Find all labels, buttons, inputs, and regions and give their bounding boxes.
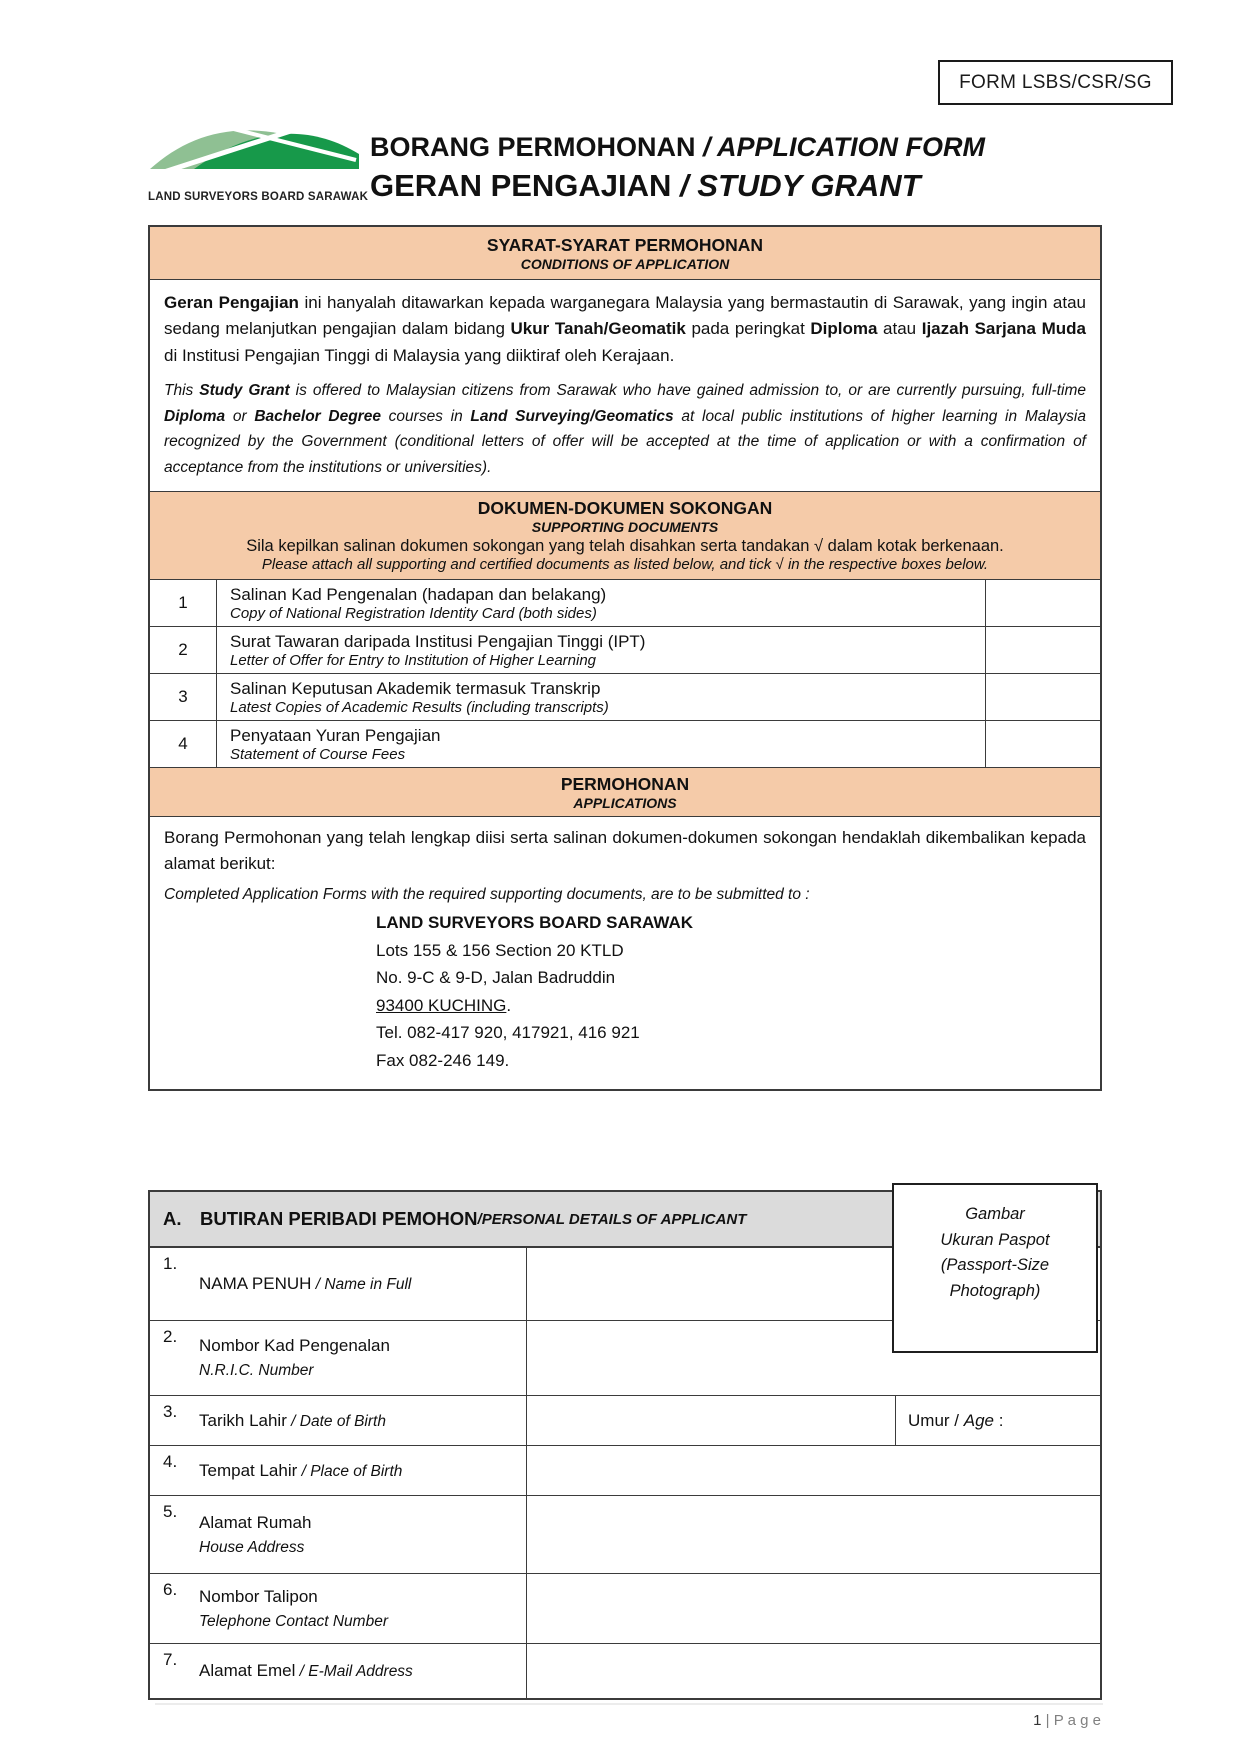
document-row-description: Salinan Kad Pengenalan (hadapan dan belakang) Copy of National Registration Identity Card (both sides) [217,580,986,626]
field-row-house-address [150,1495,1100,1573]
input-age[interactable] [895,1396,1100,1445]
personal-details-header: A. BUTIRAN PERIBADI PEMOHON / PERSONAL DETAILS OF APPLICANT [150,1192,1100,1247]
address-telephone: Tel. 082-417 920, 417921, 416 921 [376,1023,640,1043]
page-title: BORANG PERMOHONAN / APPLICATION FORM GERAN PENGAJIAN / STUDY GRANT [370,132,986,203]
checkbox-cell-4[interactable] [986,721,1100,767]
checkbox-cell-1[interactable] [986,580,1100,626]
address-line: No. 9-C & 9-D, Jalan Badruddin [376,968,616,988]
field-label: 7. Alamat Emel / E-Mail Address [150,1644,527,1698]
documents-heading-malay: DOKUMEN-DOKUMEN SOKONGAN [477,497,773,518]
document-row-number: 2 [150,627,217,673]
title-line2-malay: GERAN PENGAJIAN [370,167,672,203]
document-row-description: Penyataan Yuran Pengajian Statement of Course Fees [217,721,986,767]
applications-heading-english: APPLICATIONS [573,794,677,811]
documents-note-malay: Sila kepilkan salinan dokumen sokongan yang telah disahkan serta tandakan √ dalam kotak berkenaan. [246,536,1004,555]
field-row-place-of-birth [150,1445,1100,1495]
conditions-paragraph-malay: Geran Pengajian ini hanyalah ditawarkan kepada warganegara Malaysia yang bermastautin di Sarawak, yang ingin atau sedang melanjutkan pengajian dalam bidang Ukur Tanah/Geomatik pada peringkat Diploma atau Ijazah Sarjana Muda di Institusi Pengajian Tinggi di Malaysia yang diiktiraf oleh Kerajaan. [164,293,1086,365]
field-row-telephone [150,1573,1100,1643]
address-fax: Fax 082-246 149. [376,1050,510,1070]
documents-section-header [150,491,1100,579]
conditions-heading-malay: SYARAT-SYARAT PERMOHONAN [486,235,764,255]
document-row [150,579,1100,626]
personal-heading-english: PERSONAL DETAILS OF APPLICANT [481,1210,747,1228]
document-row-description: Surat Tawaran daripada Institusi Pengajian Tinggi (IPT) Letter of Offer for Entry to Institution of Higher Learning [217,627,986,673]
document-row [150,673,1100,720]
field-row-date-of-birth [150,1395,1100,1445]
conditions-body [150,279,1100,491]
applications-heading-malay: PERMOHONAN [560,773,690,794]
form-code-box [938,60,1173,105]
applications-section-header [150,767,1100,816]
input-email-address[interactable] [527,1644,1100,1698]
main-content-table [148,225,1102,1091]
title-line1-english: APPLICATION FORM [717,132,986,162]
document-row [150,720,1100,767]
field-label: 3. Tarikh Lahir / Date of Birth [150,1396,527,1445]
document-row-description: Salinan Keputusan Akademik termasuk Transkrip Latest Copies of Academic Results (including transcripts) [217,674,986,720]
logo-hills-icon [148,112,362,184]
logo-caption: LAND SURVEYORS BOARD SARAWAK [148,191,369,203]
personal-heading-malay: BUTIRAN PERIBADI PEMOHON [200,1208,478,1229]
checkbox-cell-2[interactable] [986,627,1100,673]
submission-address [376,909,1086,1074]
applications-body [150,816,1100,1089]
title-line1-malay: BORANG PERMOHONAN [370,132,696,162]
document-row-number: 1 [150,580,217,626]
conditions-section-header [150,227,1100,279]
input-place-of-birth[interactable] [527,1446,1100,1495]
footer-divider [155,1703,1103,1705]
page-number: 1 | P a g e [1033,1712,1101,1729]
field-label: 2. Nombor Kad Pengenalan N.R.I.C. Number [150,1321,527,1395]
field-label: 5. Alamat Rumah House Address [150,1496,527,1573]
title-line2-english: STUDY GRANT [697,167,921,203]
address-org-name: LAND SURVEYORS BOARD SARAWAK [376,913,694,933]
conditions-heading-english: CONDITIONS OF APPLICATION [520,256,730,272]
input-telephone[interactable] [527,1574,1100,1643]
documents-heading-english: SUPPORTING DOCUMENTS [531,518,719,535]
address-line: 93400 KUCHING. [376,995,512,1015]
field-label: 6. Nombor Talipon Telephone Contact Number [150,1574,527,1643]
conditions-paragraph-english: This Study Grant is offered to Malaysian citizens from Sarawak who have gained admission to, or are currently pursuing, full-time Diploma or Bachelor Degree courses in Land Surveying/Geomatics at local public institutions of higher learning in Malaysia recognized by the Government (conditional letters of offer will be accepted at the time of application or with a confirmation of acceptance from the institutions or universities). [164,382,1086,477]
address-line: Lots 155 & 156 Section 20 KTLD [376,940,624,960]
field-label: 1. NAMA PENUH / Name in Full [150,1248,527,1320]
age-label: Umur / Age : [908,1410,1004,1430]
document-row-number: 4 [150,721,217,767]
organization-logo [148,112,369,203]
checkbox-cell-3[interactable] [986,674,1100,720]
input-house-address[interactable] [527,1496,1100,1573]
document-row-number: 3 [150,674,217,720]
applications-paragraph-english: Completed Application Forms with the required supporting documents, are to be submitted to : [164,885,810,903]
documents-note-english: Please attach all supporting and certified documents as listed below, and tick √ in the respective boxes below. [261,555,989,573]
field-label: 4. Tempat Lahir / Place of Birth [150,1446,527,1495]
form-code-text: FORM LSBS/CSR/SG [959,71,1152,93]
passport-photo-box: Gambar Ukuran Paspot (Passport-Size Photograph) [892,1183,1098,1353]
section-letter: A. [163,1208,182,1229]
field-row-email [150,1643,1100,1698]
applications-paragraph-malay: Borang Permohonan yang telah lengkap diisi serta salinan dokumen-dokumen sokongan hendaklah dikembalikan kepada alamat berikut: [164,827,1086,874]
document-row [150,626,1100,673]
